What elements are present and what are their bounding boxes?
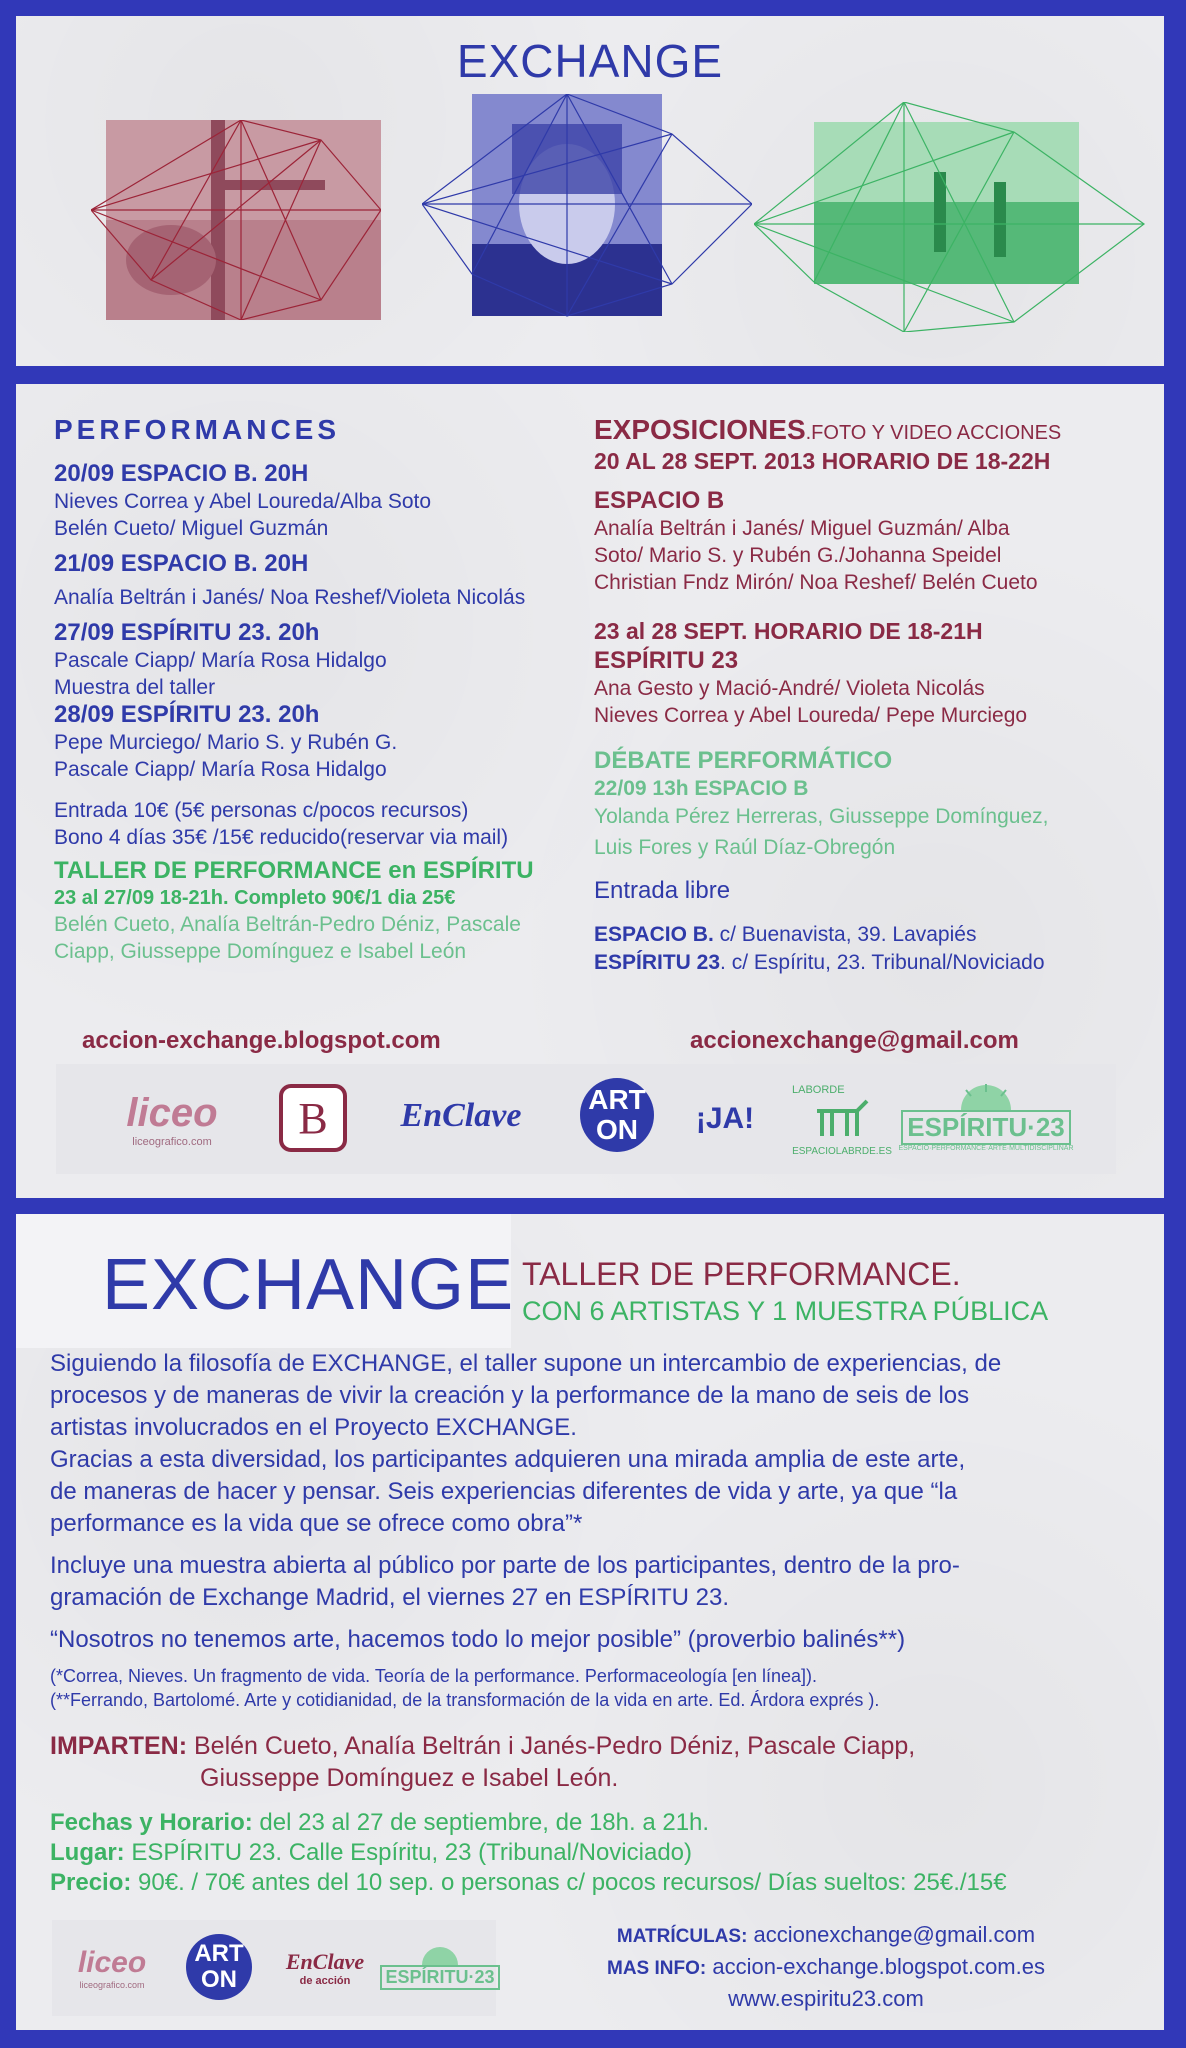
event-line: Analía Beltrán i Janés/ Noa Reshef/Violeta Nicolás	[54, 586, 526, 609]
event-line: Muestra del taller	[54, 676, 216, 699]
taller-subtitle2: CON 6 ARTISTAS Y 1 MUESTRA PÚBLICA	[522, 1296, 1049, 1326]
address-espiritu	[594, 951, 1154, 975]
espacio-b-logo: B	[279, 1084, 347, 1152]
address-label: ESPACIO B.	[594, 923, 714, 946]
body-line: Gracias a esta diversidad, los participantes adquieren una mirada amplia de este arte,	[50, 1446, 966, 1473]
logo-strip	[56, 1064, 1116, 1174]
taller-title: TALLER DE PERFORMANCE en ESPÍRITU	[54, 857, 534, 884]
taller-subtitle: TALLER DE PERFORMANCE.	[522, 1256, 961, 1292]
info-row: MAS INFO: accion-exchange.blogspot.com.es	[607, 1954, 1045, 1979]
matriculas-row: MATRÍCULAS: accionexchange@gmail.com	[616, 1922, 1036, 1947]
photo-maroon	[91, 120, 381, 320]
enclave-logo: EnClave	[400, 1097, 522, 1134]
espiritu23-logo: ESPÍRITU·23 ESPACIO·PERFORMANCE·ARTE·MULTIDISCIPLINAR	[916, 1070, 1056, 1166]
exposiciones-dates2: 23 al 28 SEPT. HORARIO DE 18-21H	[594, 618, 983, 644]
arton-logo: ART ON	[186, 1934, 252, 2000]
header-panel	[16, 16, 1164, 366]
liceo-logo: liceo liceografico.com	[126, 1090, 218, 1148]
taller-body	[50, 1348, 1150, 1898]
event-date: 27/09 ESPÍRITU 23. 20h	[54, 619, 320, 646]
exposiciones-heading: EXPOSICIONES	[594, 414, 806, 445]
header-title: EXCHANGE	[456, 35, 724, 87]
entrada-line: Bono 4 días 35€ /15€ reducido(reservar via mail)	[54, 826, 509, 849]
exposicion-line: Analía Beltrán i Janés/ Miguel Guzmán/ Alba	[594, 517, 1010, 540]
contact-block	[516, 1920, 1136, 2014]
enclave-logo: EnClave de acción	[285, 1949, 365, 1987]
body-line: performance es la vida que se ofrece como obra”*	[50, 1510, 583, 1537]
quote: “Nosotros no tenemos arte, hacemos todo lo mejor posible” (proverbio balinés**)	[50, 1626, 906, 1653]
espacio-b-heading: ESPACIO B	[594, 487, 725, 514]
imparten-row	[50, 1730, 1150, 1762]
ja-logo: ¡JA!	[695, 1102, 755, 1135]
entrada-line: Entrada 10€ (5€ personas c/pocos recursos)	[54, 799, 469, 822]
matriculas-email[interactable]: accionexchange@gmail.com	[747, 1922, 1036, 1947]
fechas-row: Fechas y Horario: del 23 al 27 de septiembre, de 18h. a 21h.	[50, 1809, 710, 1836]
event-line: Nieves Correa y Abel Loureda/Alba Soto	[54, 490, 432, 513]
precio-row: Precio: 90€. / 70€ antes del 10 sep. o personas c/ pocos recursos/ Días sueltos: 25€./15€	[50, 1869, 1007, 1896]
info-link[interactable]: accion-exchange.blogspot.com.es	[706, 1954, 1045, 1979]
exposiciones-section	[594, 414, 1154, 975]
exposicion-line: Ana Gesto y Mació-André/ Violeta Nicolás	[594, 677, 985, 700]
email-link[interactable]: accionexchange@gmail.com	[690, 1027, 1019, 1054]
exposicion-line: Soto/ Mario S. y Rubén G./Johanna Speidel	[594, 544, 1002, 567]
liceo-logo: liceo liceografico.com	[77, 1946, 147, 1990]
imparten-label: IMPARTEN:	[50, 1732, 188, 1760]
sun-icon	[956, 1084, 1016, 1110]
debate-line: Luis Fores y Raúl Díaz-Obregón	[594, 836, 896, 859]
performances-heading: PERFORMANCES	[54, 414, 341, 445]
body-line: artistas involucrados en el Proyecto EXCHANGE.	[50, 1414, 577, 1441]
taller-sub: 23 al 27/09 18-21h. Completo 90€/1 dia 25€	[54, 887, 456, 909]
address-label: ESPÍRITU 23	[594, 951, 721, 974]
web-link[interactable]: www.espiritu23.com	[728, 1986, 924, 2011]
body-line: gramación de Exchange Madrid, el viernes 27 en ESPÍRITU 23.	[50, 1584, 730, 1611]
footnote: (**Ferrando, Bartolomé. Arte y cotidianidad, de la transformación de la vida en arte. Ed. Árdora exprés ).	[50, 1690, 880, 1710]
debate-title: DÉBATE PERFORMÁTICO	[594, 747, 893, 774]
taller-panel	[16, 1214, 1164, 2030]
exposicion-line: Christian Fndz Mirón/ Noa Reshef/ Belén Cueto	[594, 571, 1038, 594]
blog-link[interactable]: accion-exchange.blogspot.com	[82, 1027, 441, 1054]
taller-title: EXCHANGE	[102, 1245, 515, 1325]
taller-title-box	[16, 1214, 515, 1348]
address-text: c/ Buenavista, 39. Lavapiés	[713, 923, 977, 946]
performance-list	[54, 460, 594, 965]
event-line: Pascale Ciapp/ María Rosa Hidalgo	[54, 649, 387, 672]
body-line: de maneras de hacer y pensar. Seis experiencias diferentes de vida y arte, ya que “la	[50, 1478, 958, 1505]
footnote: (*Correa, Nieves. Un fragmento de vida. Teoría de la performance. Performaceología [en línea]).	[50, 1666, 818, 1686]
debate-date: 22/09 13h ESPACIO B	[594, 777, 809, 800]
event-line: Pepe Murciego/ Mario S. y Rubén G.	[54, 731, 398, 754]
arton-logo: ART ON	[580, 1078, 654, 1152]
program-panel	[16, 384, 1164, 1198]
taller-line: Ciapp, Giusseppe Domínguez e Isabel León	[54, 940, 467, 963]
photo-green	[754, 102, 1154, 332]
entrada-libre: Entrada libre	[594, 877, 731, 904]
body-line: Siguiendo la filosofía de EXCHANGE, el taller supone un intercambio de experiencias, de	[50, 1350, 1002, 1377]
debate-line: Yolanda Pérez Herreras, Giusseppe Domínguez,	[594, 805, 1049, 828]
espiritu23-logo: ESPÍRITU·23	[392, 1928, 488, 2008]
event-line: Belén Cueto/ Miguel Guzmán	[54, 517, 329, 540]
imparten-line: Giusseppe Domínguez e Isabel León.	[200, 1764, 619, 1792]
event-date: 21/09 ESPACIO B. 20H	[54, 550, 309, 577]
exposiciones-dates: 20 AL 28 SEPT. 2013 HORARIO DE 18-22H	[594, 448, 1051, 474]
lugar-row: Lugar: ESPÍRITU 23. Calle Espíritu, 23 (Tribunal/Noviciado)	[50, 1839, 692, 1866]
sun-icon	[418, 1947, 462, 1965]
goat-icon	[812, 1096, 872, 1146]
address-espacio-b	[594, 923, 1154, 947]
event-date: 28/09 ESPÍRITU 23. 20h	[54, 701, 320, 728]
body-line: Incluye una muestra abierta al público por parte de los participantes, dentro de la pro-	[50, 1552, 960, 1579]
event-date: 20/09 ESPACIO B. 20H	[54, 460, 309, 487]
event-line: Pascale Ciapp/ María Rosa Hidalgo	[54, 758, 387, 781]
address-text: . c/ Espíritu, 23. Tribunal/Noviciado	[720, 951, 1045, 974]
espiritu-heading: ESPÍRITU 23	[594, 647, 739, 674]
body-line: procesos y de maneras de vivir la creación y la performance de la mano de seis de los	[50, 1382, 970, 1409]
laborde-logo: LABORDE ESPACIOLABRDE.ES	[792, 1083, 892, 1157]
imparten-line: Belén Cueto, Analía Beltrán i Janés-Pedro Déniz, Pascale Ciapp,	[193, 1732, 916, 1760]
exposicion-line: Nieves Correa y Abel Loureda/ Pepe Murciego	[594, 704, 1028, 727]
exposiciones-suffix: .FOTO Y VIDEO ACCIONES	[805, 422, 1062, 444]
bottom-logo-strip	[52, 1920, 496, 2016]
taller-line: Belén Cueto, Analía Beltrán-Pedro Déniz, Pascale	[54, 913, 521, 936]
photo-blue	[422, 94, 752, 334]
